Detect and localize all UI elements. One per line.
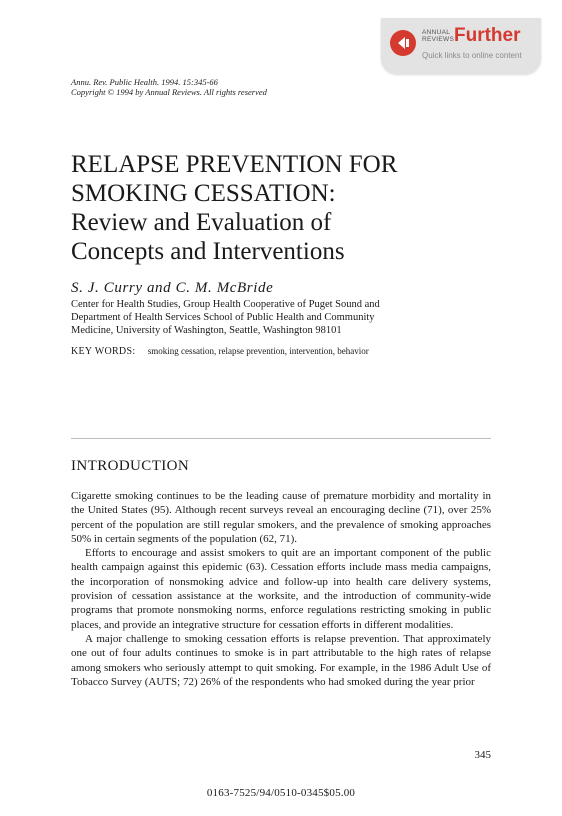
journal-citation: [71, 77, 267, 97]
affiliation: [71, 298, 501, 337]
annual-reviews-logo-text: ANNUAL REVIEWS: [422, 29, 455, 43]
body-text: [71, 489, 491, 689]
arrow-left-icon: [390, 30, 416, 56]
title-line: Review and Evaluation of: [71, 209, 332, 236]
further-label: Further: [454, 25, 521, 46]
annual-reviews-further-badge[interactable]: [381, 18, 541, 74]
section-heading-introduction: INTRODUCTION: [71, 458, 190, 474]
paragraph: Efforts to encourage and assist smokers to quit are an important component of the public health campaign against this epidemic (63). Cessation efforts include mass media campaigns, the incorporation of nonsmoking advice and follow-up into health care delivery systems, provision of cessation assistance at the worksite, and the introduction of community-wide programs that promote nonsmoking norms, enforce regulations restricting smoking in public places, and provide an integrative structure for cessation efforts in different modalities.: [71, 547, 491, 631]
paragraph: Cigarette smoking continues to be the leading cause of premature morbidity and mortality in the United States (95). Although recent surveys reveal an encouraging decline (71), over 25% percent of the population are still regular smokers, and the prevalence of smoking approaches 50% in certain segments of the population (62, 71).: [71, 490, 491, 545]
section-divider: [71, 438, 491, 439]
page-number: 345: [474, 749, 491, 761]
keywords-values: smoking cessation, relapse prevention, intervention, behavior: [147, 346, 369, 356]
citation-line-2: Copyright © 1994 by Annual Reviews. All rights reserved: [71, 87, 267, 97]
title-line: RELAPSE PREVENTION FOR: [71, 151, 398, 178]
citation-line-1: Annu. Rev. Public Health. 1994. 15:345-66: [71, 77, 218, 87]
authors: S. J. Curry and C. M. McBride: [71, 280, 274, 296]
affiliation-line: Center for Health Studies, Group Health Cooperative of Puget Sound and: [71, 299, 380, 310]
affiliation-line: Department of Health Services School of Public Health and Community: [71, 312, 375, 323]
paragraph: A major challenge to smoking cessation efforts is relapse prevention. That approximately one out of four adults continues to smoke is in part attributable to the high rates of relapse among smokers who seriously attempt to quit smoking. For example, in the 1986 Adult Use of Tobacco Survey (AUTS; 72) 26% of the respondents who had smoked during the year prior: [71, 632, 491, 688]
further-subtitle: Quick links to online content: [422, 51, 522, 60]
article-title: [71, 150, 491, 266]
footer-code: 0163-7525/94/0510-0345$05.00: [206, 787, 356, 799]
title-line: Concepts and Interventions: [71, 238, 345, 265]
keywords: [71, 346, 501, 357]
affiliation-line: Medicine, University of Washington, Seattle, Washington 98101: [71, 325, 342, 336]
keywords-label: KEY WORDS:: [71, 346, 136, 357]
title-line: SMOKING CESSATION:: [71, 180, 336, 207]
